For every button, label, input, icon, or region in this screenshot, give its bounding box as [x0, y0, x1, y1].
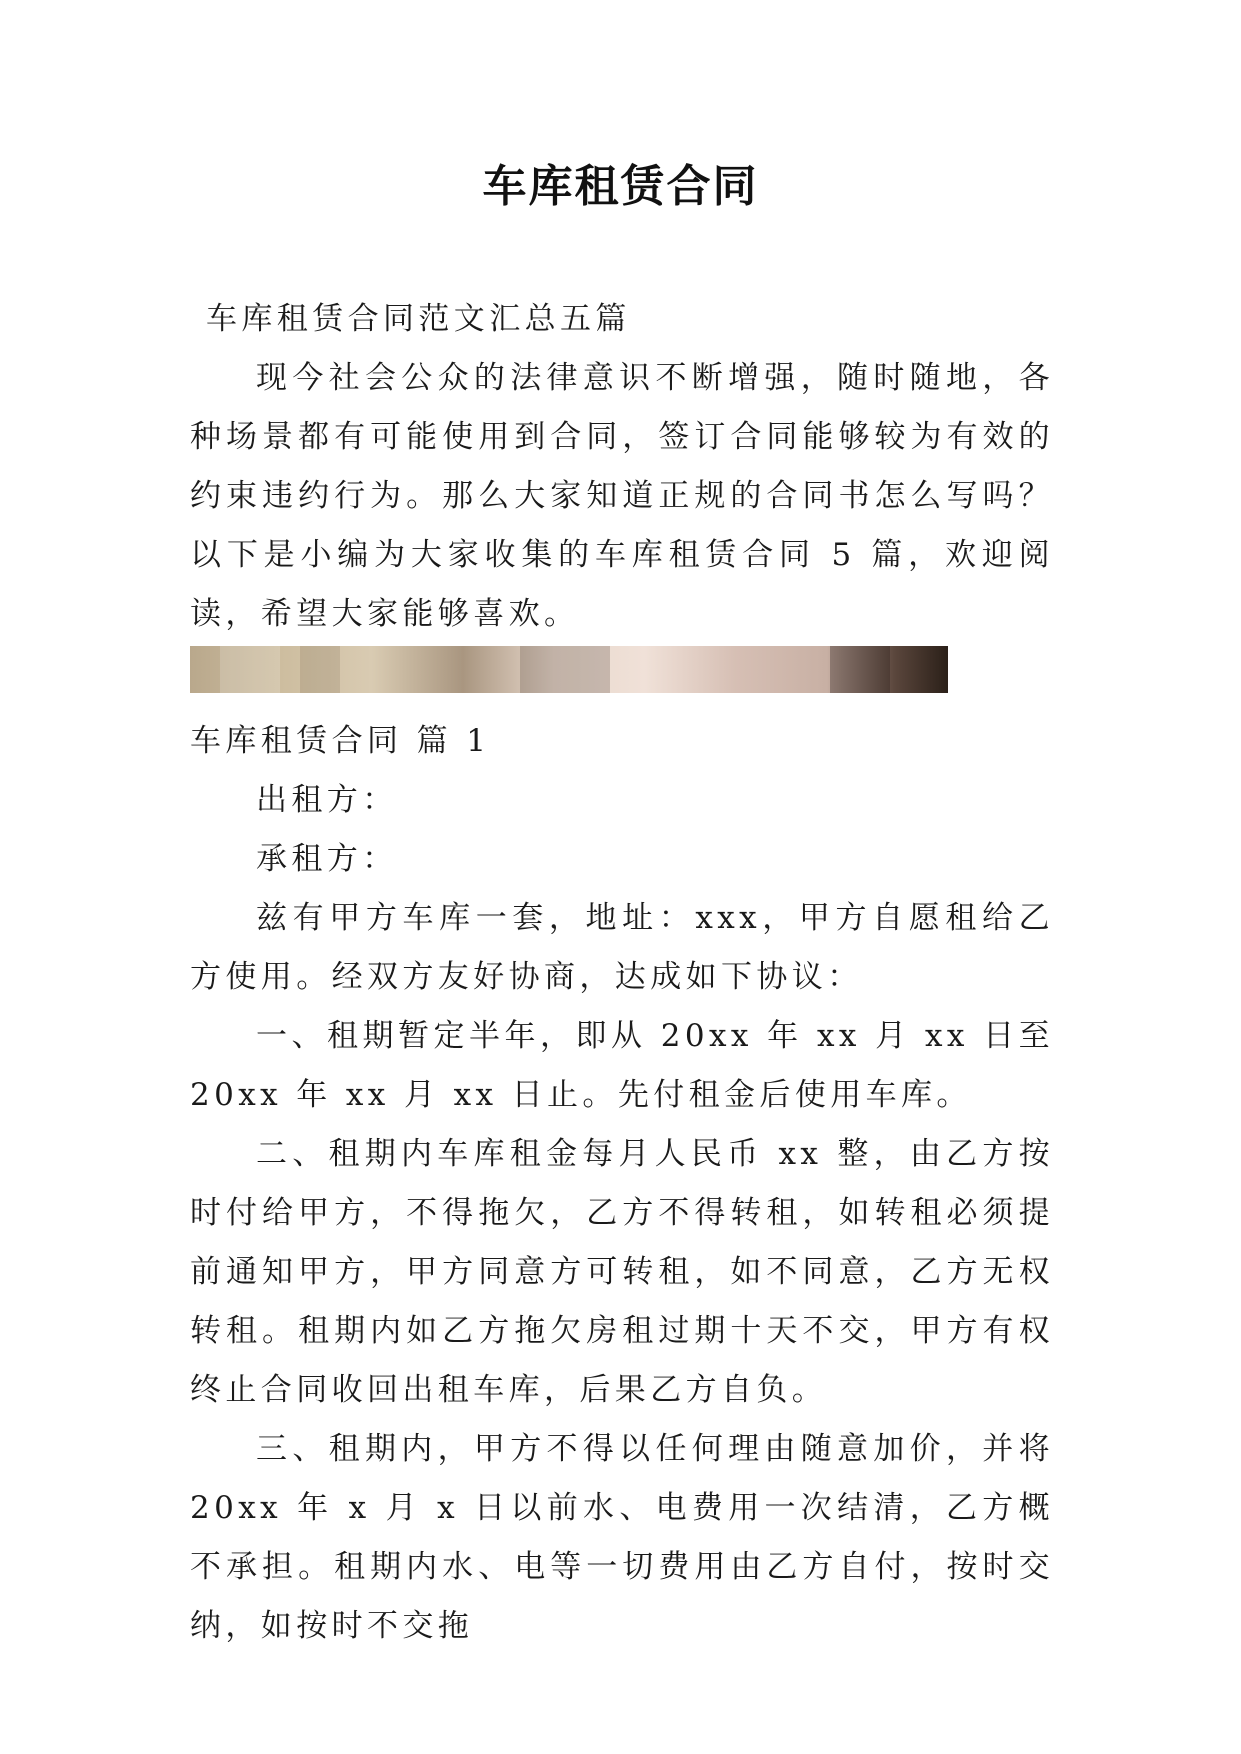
section-heading: 车库租赁合同 篇 1 [190, 723, 491, 759]
document-title: 车库租赁合同 [482, 161, 759, 212]
lessor-line: 出租方： [256, 782, 398, 818]
document-subtitle: 车库租赁合同范文汇总五篇 [206, 301, 631, 337]
lessee-line: 承租方： [256, 841, 398, 877]
paragraph-2: 一、租期暂定半年，即从 20xx 年 xx 月 xx 日至 20xx 年 xx 月 xx 日止。先付租金后使用车库。 [190, 1018, 1054, 1113]
document-body [190, 290, 1054, 1656]
decorative-photo [190, 646, 948, 693]
paragraph-3: 二、租期内车库租金每月人民币 xx 整，由乙方按时付给甲方，不得拖欠，乙方不得转租，如转租必须提前通知甲方，甲方同意方可转租，如不同意，乙方无权转租。租期内如乙方拖欠房租过期十天不交，甲方有权终止合同收回出租车库，后果乙方自负。 [190, 1136, 1054, 1408]
paragraph-4: 三、租期内，甲方不得以任何理由随意加价，并将 20xx 年 x 月 x 日以前水、电费用一次结清，乙方概不承担。租期内水、电等一切费用由乙方自付，按时交纳，如按时不交拖 [190, 1431, 1054, 1644]
paragraph-1: 兹有甲方车库一套，地址：xxx，甲方自愿租给乙方使用。经双方友好协商，达成如下协议： [190, 900, 1054, 995]
intro-paragraph: 现今社会公众的法律意识不断增强，随时随地，各种场景都有可能使用到合同，签订合同能够较为有效的约束违约行为。那么大家知道正规的合同书怎么写吗？以下是小编为大家收集的车库租赁合同 5 篇，欢迎阅读，希望大家能够喜欢。 [190, 360, 1054, 632]
